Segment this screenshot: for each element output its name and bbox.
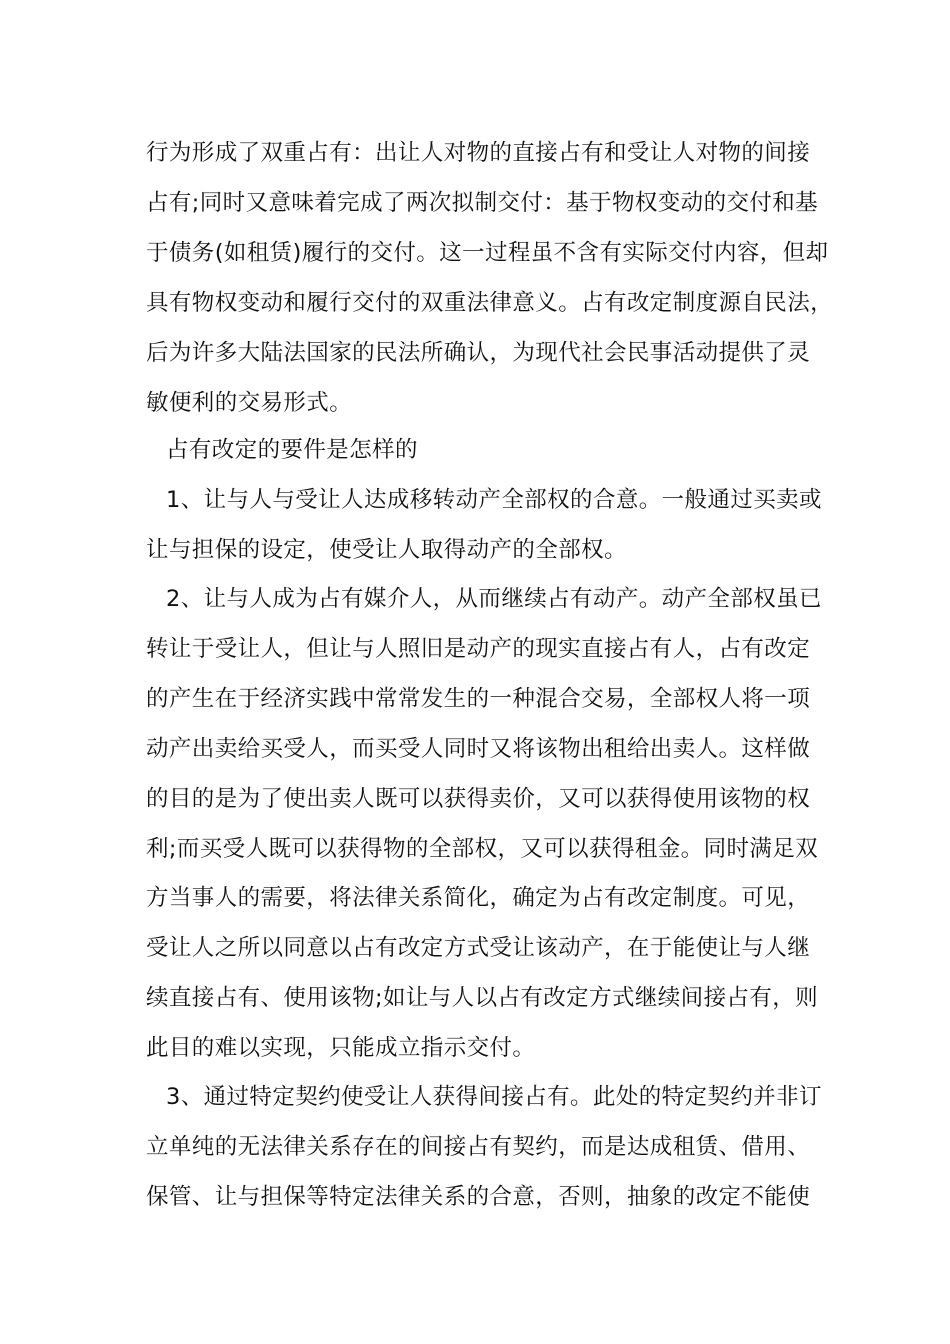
list-item-2-line: 2、让与人成为占有媒介人，从而继续占有动产。动产全部权虽已: [166, 586, 822, 612]
list-item-2-line: 利;而买受人既可以获得物的全部权，又可以获得租金。同时满足双: [146, 836, 819, 862]
list-item-2-line: 的目的是为了使出卖人既可以获得卖价，又可以获得使用该物的权: [146, 786, 811, 812]
paragraph-line: 具有物权变动和履行交付的双重法律意义。占有改定制度源自民法，: [146, 290, 834, 316]
list-item-2-line: 动产出卖给买受人，而买受人同时又将该物出租给出卖人。这样做: [146, 736, 811, 762]
list-item-2-line: 受让人之所以同意以占有改定方式受让该动产，在于能使让与人继: [146, 935, 811, 961]
paragraph-line: 于债务(如租赁)履行的交付。这一过程虽不含有实际交付内容，但却: [146, 240, 829, 266]
list-item-3-line: 保管、让与担保等特定法律关系的合意，否则，抽象的改定不能使: [146, 1184, 811, 1210]
list-item-1-line: 让与担保的设定，使受让人取得动产的全部权。: [146, 537, 627, 563]
paragraph-line: 敏便利的交易形式。: [146, 390, 353, 416]
list-item-2-line: 此目的难以实现，只能成立指示交付。: [146, 1035, 536, 1061]
list-item-2-line: 的产生在于经济实践中常常发生的一种混合交易，全部权人将一项: [146, 686, 811, 712]
paragraph-line: 占有;同时又意味着完成了两次拟制交付：基于物权变动的交付和基: [146, 190, 819, 216]
list-item-3-line: 3、通过特定契约使受让人获得间接占有。此处的特定契约并非订: [166, 1084, 822, 1110]
list-item-2-line: 续直接占有、使用该物;如让与人以占有改定方式继续间接占有，则: [146, 985, 819, 1011]
list-item-2-line: 转让于受让人，但让与人照旧是动产的现实直接占有人，占有改定: [146, 636, 811, 662]
section-heading: 占有改定的要件是怎样的: [166, 437, 418, 463]
paragraph-line: 行为形成了双重占有：出让人对物的直接占有和受让人对物的间接: [146, 140, 811, 166]
paragraph-line: 后为许多大陆法国家的民法所确认，为现代社会民事活动提供了灵: [146, 340, 811, 366]
list-item-2-line: 方当事人的需要，将法律关系简化，确定为占有改定制度。可见，: [146, 885, 811, 911]
list-item-3-line: 立单纯的无法律关系存在的间接占有契约，而是达成租赁、借用、: [146, 1134, 811, 1160]
list-item-1-line: 1、让与人与受让人达成移转动产全部权的合意。一般通过买卖或: [166, 487, 822, 513]
